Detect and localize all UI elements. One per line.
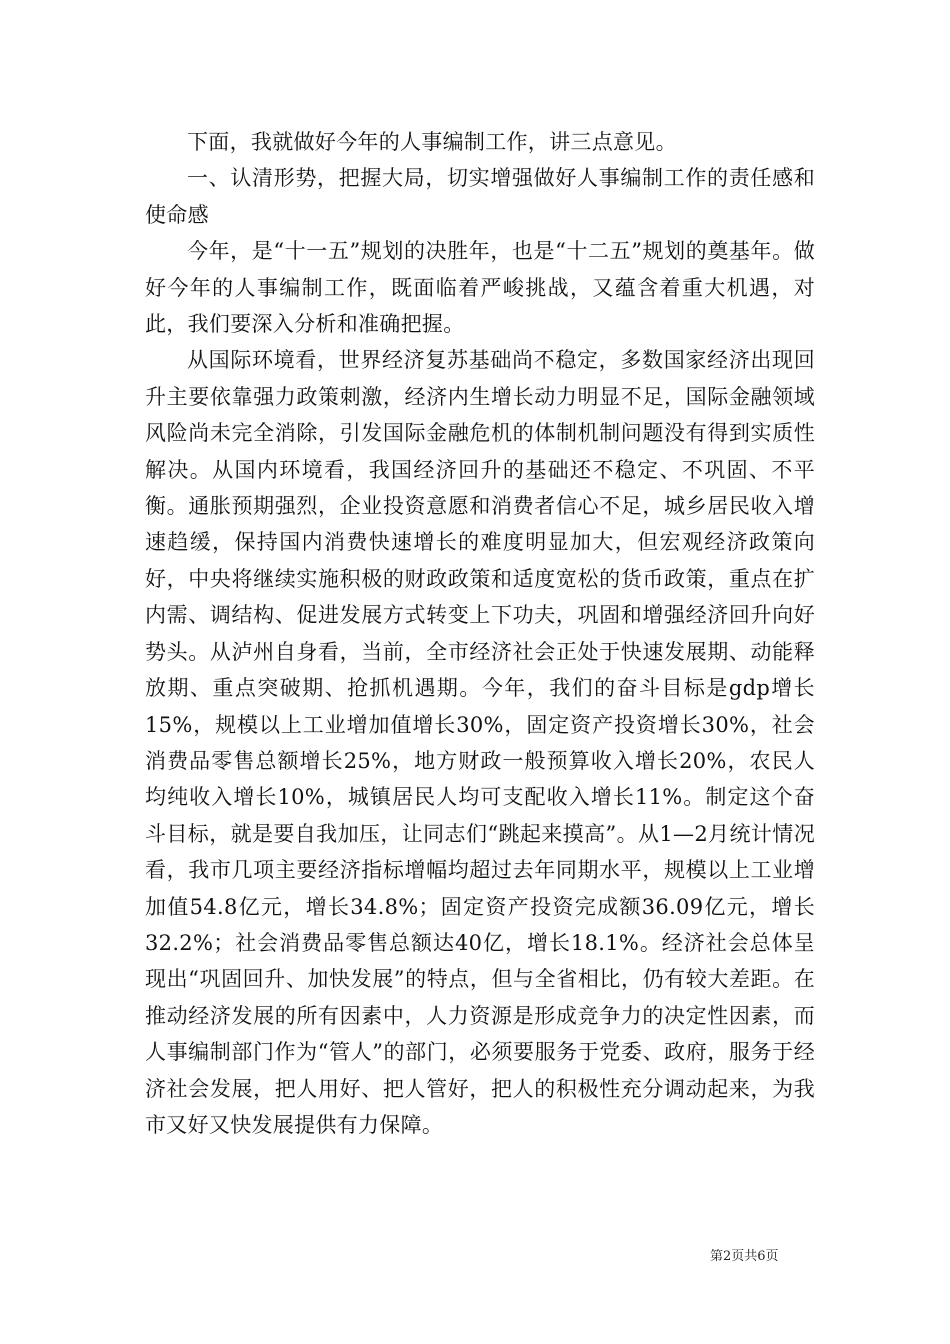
section-heading: 一、认清形势，把握大局，切实增强做好人事编制工作的责任感和使命感 — [145, 166, 815, 227]
document-body — [145, 124, 815, 1143]
paragraph-analysis: 从国际环境看，世界经济复苏基础尚不稳定，多数国家经济出现回升主要依靠强力政策刺激，经济内生增长动力明显不足，国际金融领域风险尚未完全消除，引发国际金融危机的体制机制问题没有得到实质性解决。从国内环境看，我国经济回升的基础还不稳定、不巩固、不平衡。通胀预期强烈，企业投资意愿和消费者信心不足，城乡居民收入增速趋缓，保持国内消费快速增长的难度明显加大，但宏观经济政策向好，中央将继续实施积极的财政政策和适度宽松的货币政策，重点在扩内需、调结构、促进发展方式转变上下功夫，巩固和增强经济回升向好势头。从泸州自身看，当前，全市经济社会正处于快速发展期、动能释放期、重点突破期、抢抓机遇期。今年，我们的奋斗目标是gdp增长15%，规模以上工业增加值增长30%，固定资产投资增长30%，社会消费品零售总额增长25%，地方财政一般预算收入增长20%，农民人均纯收入增长10%，城镇居民人均可支配收入增长11%。制定这个奋斗目标，就是要自我加压，让同志们“跳起来摸高”。从1—2月统计情况看，我市几项主要经济指标增幅均超过去年同期水平，规模以上工业增加值54.8亿元，增长34.8%；固定资产投资完成额36.09亿元，增长32.2%；社会消费品零售总额达40亿，增长18.1%。经济社会总体呈现出“巩固回升、加快发展”的特点，但与全省相比，仍有较大差距。在推动经济发展的所有因素中，人力资源是形成竞争力的决定性因素，而人事编制部门作为“管人”的部门，必须要服务于党委、政府，服务于经济社会发展，把人用好、把人管好，把人的积极性充分调动起来，为我市又好又快发展提供有力保障。 — [145, 348, 815, 1137]
paragraph-intro: 下面，我就做好今年的人事编制工作，讲三点意见。 — [187, 130, 677, 154]
page-number: 第2页共6页 — [710, 1249, 779, 1264]
paragraph-situation: 今年，是“十一五”规划的决胜年，也是“十二五”规划的奠基年。做好今年的人事编制工作，既面临着严峻挑战，又蕴含着重大机遇，对此，我们要深入分析和准确把握。 — [145, 239, 815, 337]
